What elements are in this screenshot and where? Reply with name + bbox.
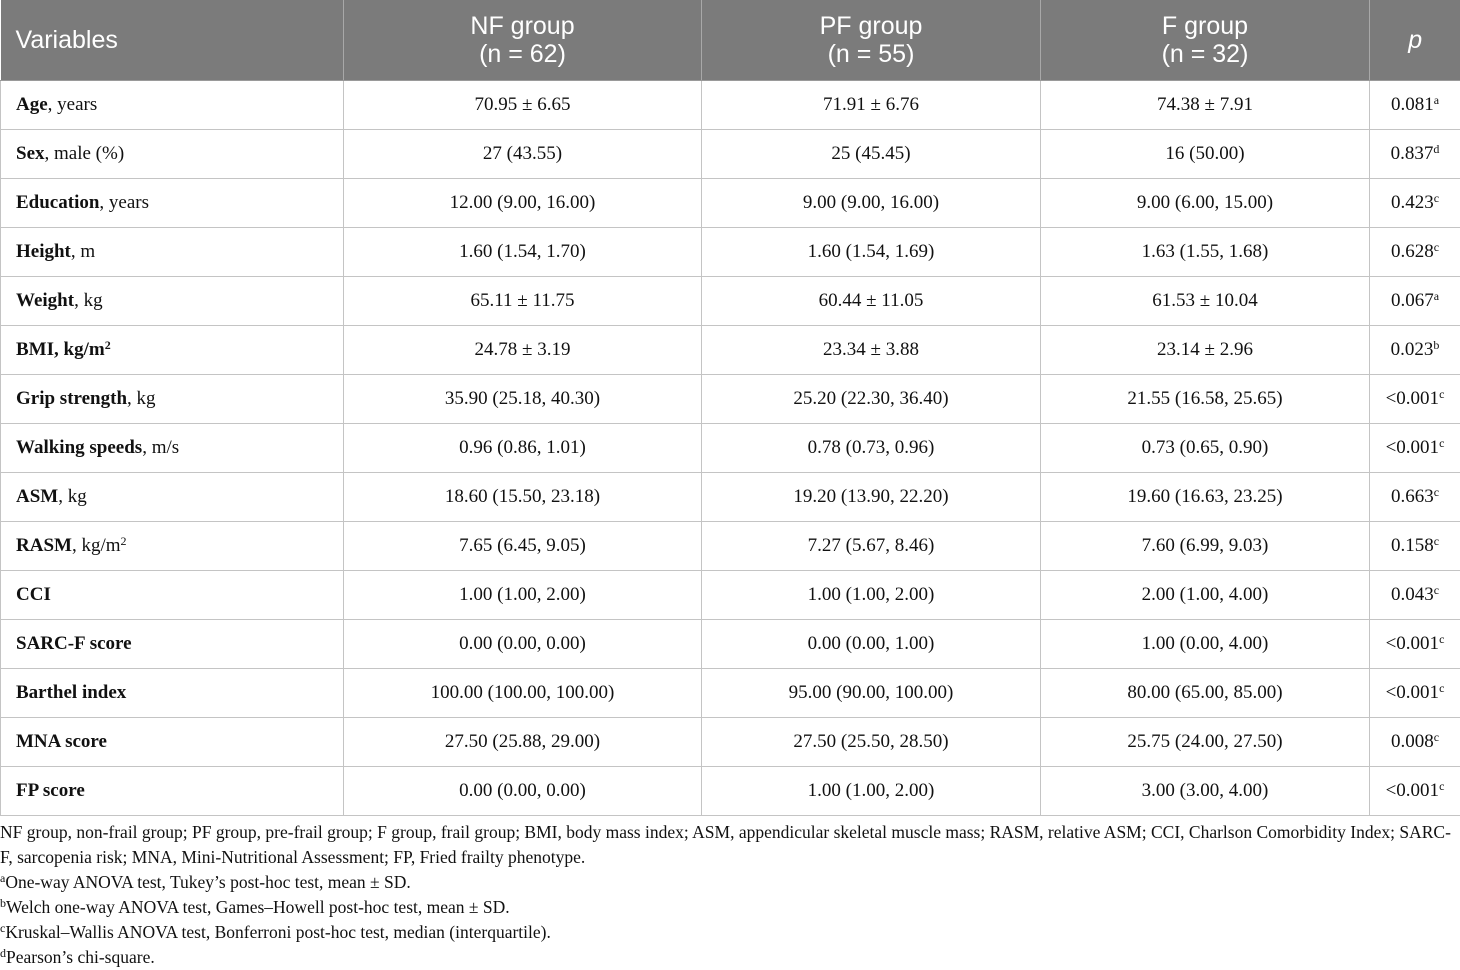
header-nf-group xyxy=(344,0,702,81)
p-value-test-mark: c xyxy=(1434,191,1439,205)
p-value: 0.067 xyxy=(1391,290,1434,311)
cell-nf-group: 7.65 (6.45, 9.05) xyxy=(344,522,702,571)
cell-pf-group: 9.00 (9.00, 16.00) xyxy=(702,179,1041,228)
table-body xyxy=(1,81,1460,816)
cell-p-value xyxy=(1370,81,1460,130)
cell-pf-group: 1.00 (1.00, 2.00) xyxy=(702,767,1041,816)
footnote-d xyxy=(0,945,1460,970)
table-row xyxy=(1,81,1460,130)
cell-p-value xyxy=(1370,669,1460,718)
variable-unit: , kg xyxy=(58,486,87,507)
cell-p-value xyxy=(1370,473,1460,522)
footnote-d-text: Pearson’s chi-square. xyxy=(6,947,155,967)
p-value: <0.001 xyxy=(1386,682,1439,703)
cell-f-group: 74.38 ± 7.91 xyxy=(1041,81,1370,130)
variable-unit: , kg xyxy=(127,388,156,409)
header-p-value: p xyxy=(1370,0,1460,81)
cell-f-group: 25.75 (24.00, 27.50) xyxy=(1041,718,1370,767)
cell-nf-group: 18.60 (15.50, 23.18) xyxy=(344,473,702,522)
variable-name: CCI xyxy=(16,584,51,605)
p-value: <0.001 xyxy=(1386,437,1439,458)
cell-f-group: 19.60 (16.63, 23.25) xyxy=(1041,473,1370,522)
cell-p-value xyxy=(1370,179,1460,228)
variable-name: MNA score xyxy=(16,731,107,752)
footnote-a xyxy=(0,870,1460,895)
table-footnotes xyxy=(0,820,1460,970)
table-row xyxy=(1,326,1460,375)
p-value: 0.081 xyxy=(1391,94,1434,115)
cell-variable xyxy=(1,179,344,228)
footnote-b-mark: b xyxy=(0,896,6,910)
p-value-test-mark: c xyxy=(1434,485,1439,499)
header-row xyxy=(1,0,1460,81)
p-value: 0.158 xyxy=(1391,535,1434,556)
cell-f-group: 61.53 ± 10.04 xyxy=(1041,277,1370,326)
variable-name: Weight xyxy=(16,290,74,311)
header-nf-name: NF group xyxy=(344,12,701,40)
variable-unit: , years xyxy=(99,192,149,213)
header-pf-group xyxy=(702,0,1041,81)
cell-nf-group: 0.96 (0.86, 1.01) xyxy=(344,424,702,473)
cell-nf-group: 12.00 (9.00, 16.00) xyxy=(344,179,702,228)
header-pf-n: (n = 55) xyxy=(702,40,1040,68)
p-value-test-mark: c xyxy=(1434,534,1439,548)
cell-f-group: 1.00 (0.00, 4.00) xyxy=(1041,620,1370,669)
header-f-name: F group xyxy=(1041,12,1369,40)
variable-name: Age xyxy=(16,94,48,115)
cell-pf-group: 1.60 (1.54, 1.69) xyxy=(702,228,1041,277)
p-value-test-mark: c xyxy=(1439,779,1444,793)
p-value: 0.837 xyxy=(1391,143,1434,164)
footnote-c-mark: c xyxy=(0,921,5,935)
cell-nf-group: 35.90 (25.18, 40.30) xyxy=(344,375,702,424)
p-value: <0.001 xyxy=(1386,388,1439,409)
variable-name: BMI, kg/m xyxy=(16,339,105,360)
cell-nf-group: 27 (43.55) xyxy=(344,130,702,179)
cell-variable xyxy=(1,522,344,571)
cell-nf-group: 70.95 ± 6.65 xyxy=(344,81,702,130)
footnote-d-mark: d xyxy=(0,946,6,960)
header-f-group xyxy=(1041,0,1370,81)
cell-f-group: 9.00 (6.00, 15.00) xyxy=(1041,179,1370,228)
cell-variable xyxy=(1,571,344,620)
cell-f-group: 0.73 (0.65, 0.90) xyxy=(1041,424,1370,473)
table-row xyxy=(1,718,1460,767)
variable-unit: , m/s xyxy=(142,437,179,458)
variable-unit: , kg xyxy=(74,290,103,311)
cell-p-value xyxy=(1370,277,1460,326)
cell-variable xyxy=(1,620,344,669)
variable-name: ASM xyxy=(16,486,58,507)
footnote-b-text: Welch one-way ANOVA test, Games–Howell post-hoc test, mean ± SD. xyxy=(6,897,510,917)
table-row xyxy=(1,277,1460,326)
cell-p-value xyxy=(1370,620,1460,669)
header-pf-name: PF group xyxy=(702,12,1040,40)
cell-f-group: 80.00 (65.00, 85.00) xyxy=(1041,669,1370,718)
cell-variable xyxy=(1,375,344,424)
p-value: <0.001 xyxy=(1386,780,1439,801)
cell-pf-group: 7.27 (5.67, 8.46) xyxy=(702,522,1041,571)
variable-name: Education xyxy=(16,192,99,213)
cell-p-value xyxy=(1370,424,1460,473)
p-value-test-mark: c xyxy=(1439,632,1444,646)
cell-p-value xyxy=(1370,718,1460,767)
table-row xyxy=(1,424,1460,473)
p-value: 0.043 xyxy=(1391,584,1434,605)
cell-p-value xyxy=(1370,767,1460,816)
table-row xyxy=(1,130,1460,179)
cell-variable xyxy=(1,130,344,179)
cell-f-group: 2.00 (1.00, 4.00) xyxy=(1041,571,1370,620)
footnote-c-text: Kruskal–Wallis ANOVA test, Bonferroni post-hoc test, median (interquartile). xyxy=(5,922,551,942)
variable-unit-exponent: 2 xyxy=(105,338,111,352)
cell-variable xyxy=(1,326,344,375)
variable-name: Height xyxy=(16,241,71,262)
variable-unit: , years xyxy=(48,94,98,115)
variable-name: Walking speeds xyxy=(16,437,142,458)
cell-pf-group: 95.00 (90.00, 100.00) xyxy=(702,669,1041,718)
header-nf-n: (n = 62) xyxy=(344,40,701,68)
table-row xyxy=(1,473,1460,522)
footnote-a-mark: a xyxy=(0,871,5,885)
p-value-test-mark: b xyxy=(1433,338,1439,352)
p-value: 0.008 xyxy=(1391,731,1434,752)
cell-nf-group: 1.60 (1.54, 1.70) xyxy=(344,228,702,277)
p-value-test-mark: c xyxy=(1434,730,1439,744)
cell-f-group: 21.55 (16.58, 25.65) xyxy=(1041,375,1370,424)
table-row xyxy=(1,767,1460,816)
variable-name: Grip strength xyxy=(16,388,127,409)
variable-name: FP score xyxy=(16,780,85,801)
cell-nf-group: 100.00 (100.00, 100.00) xyxy=(344,669,702,718)
footnote-abbreviations: NF group, non-frail group; PF group, pre-frail group; F group, frail group; BMI, body mass index; ASM, appendicular skeletal muscle mass; RASM, relative ASM; CCI, Charlson Comorbidity Index; SARC-F, sarcopenia risk; MNA, Mini-Nutritional Assessment; FP, Fried frailty phenotype. xyxy=(0,820,1460,870)
cell-nf-group: 0.00 (0.00, 0.00) xyxy=(344,767,702,816)
cell-pf-group: 23.34 ± 3.88 xyxy=(702,326,1041,375)
cell-f-group: 23.14 ± 2.96 xyxy=(1041,326,1370,375)
cell-variable xyxy=(1,424,344,473)
footnote-b xyxy=(0,895,1460,920)
p-value-test-mark: c xyxy=(1434,240,1439,254)
table-row xyxy=(1,522,1460,571)
cell-f-group: 3.00 (3.00, 4.00) xyxy=(1041,767,1370,816)
p-value: 0.628 xyxy=(1391,241,1434,262)
header-variables: Variables xyxy=(1,0,344,81)
cell-nf-group: 24.78 ± 3.19 xyxy=(344,326,702,375)
cell-f-group: 1.63 (1.55, 1.68) xyxy=(1041,228,1370,277)
cell-variable xyxy=(1,277,344,326)
p-value-test-mark: a xyxy=(1434,93,1439,107)
cell-pf-group: 0.78 (0.73, 0.96) xyxy=(702,424,1041,473)
cell-variable xyxy=(1,228,344,277)
variable-name: Barthel index xyxy=(16,682,126,703)
cell-variable xyxy=(1,669,344,718)
cell-pf-group: 0.00 (0.00, 1.00) xyxy=(702,620,1041,669)
cell-p-value xyxy=(1370,228,1460,277)
table-row xyxy=(1,669,1460,718)
p-value: 0.023 xyxy=(1391,339,1434,360)
variable-name: RASM xyxy=(16,535,72,556)
cell-nf-group: 65.11 ± 11.75 xyxy=(344,277,702,326)
p-value-test-mark: d xyxy=(1433,142,1439,156)
cell-variable xyxy=(1,81,344,130)
cell-f-group: 16 (50.00) xyxy=(1041,130,1370,179)
variable-unit: , m xyxy=(71,241,95,262)
p-value: 0.663 xyxy=(1391,486,1434,507)
variable-unit: , kg/m xyxy=(72,535,121,556)
p-value-test-mark: c xyxy=(1434,583,1439,597)
variable-name: Sex xyxy=(16,143,45,164)
cell-p-value xyxy=(1370,130,1460,179)
table-row xyxy=(1,179,1460,228)
header-f-n: (n = 32) xyxy=(1041,40,1369,68)
cell-variable xyxy=(1,473,344,522)
table-row xyxy=(1,571,1460,620)
variable-name: SARC-F score xyxy=(16,633,132,654)
variable-unit-exponent: 2 xyxy=(121,534,127,548)
p-value: 0.423 xyxy=(1391,192,1434,213)
cell-f-group: 7.60 (6.99, 9.03) xyxy=(1041,522,1370,571)
cell-pf-group: 71.91 ± 6.76 xyxy=(702,81,1041,130)
p-value-test-mark: c xyxy=(1439,436,1444,450)
footnote-c xyxy=(0,920,1460,945)
footnote-a-text: One-way ANOVA test, Tukey’s post-hoc test, mean ± SD. xyxy=(5,872,410,892)
p-value: <0.001 xyxy=(1386,633,1439,654)
table-row xyxy=(1,375,1460,424)
cell-variable xyxy=(1,718,344,767)
p-value-test-mark: a xyxy=(1434,289,1439,303)
cell-pf-group: 25 (45.45) xyxy=(702,130,1041,179)
cell-pf-group: 19.20 (13.90, 22.20) xyxy=(702,473,1041,522)
table-row xyxy=(1,620,1460,669)
cell-nf-group: 27.50 (25.88, 29.00) xyxy=(344,718,702,767)
cell-p-value xyxy=(1370,522,1460,571)
p-value-test-mark: c xyxy=(1439,387,1444,401)
cell-pf-group: 1.00 (1.00, 2.00) xyxy=(702,571,1041,620)
cell-p-value xyxy=(1370,571,1460,620)
cell-pf-group: 25.20 (22.30, 36.40) xyxy=(702,375,1041,424)
cell-nf-group: 1.00 (1.00, 2.00) xyxy=(344,571,702,620)
cell-pf-group: 27.50 (25.50, 28.50) xyxy=(702,718,1041,767)
table-row xyxy=(1,228,1460,277)
variable-unit: , male (%) xyxy=(45,143,125,164)
cell-p-value xyxy=(1370,375,1460,424)
cell-p-value xyxy=(1370,326,1460,375)
p-value-test-mark: c xyxy=(1439,681,1444,695)
cell-nf-group: 0.00 (0.00, 0.00) xyxy=(344,620,702,669)
cell-pf-group: 60.44 ± 11.05 xyxy=(702,277,1041,326)
cell-variable xyxy=(1,767,344,816)
